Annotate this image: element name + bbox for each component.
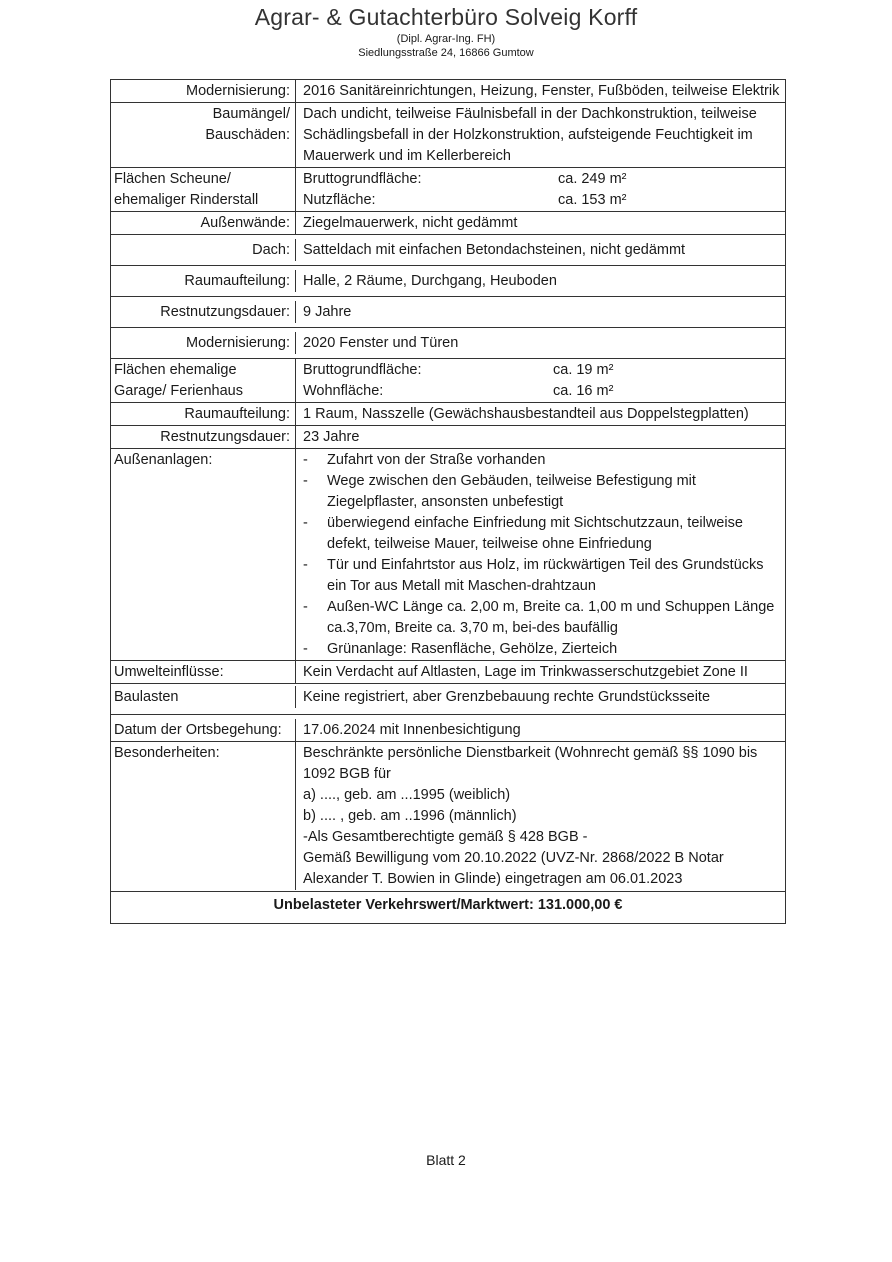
value-raumaufteilung: 1 Raum, Nasszelle (Gewächshausbestandteil aus Doppelstegplatten): [303, 406, 749, 422]
value-umwelt: Kein Verdacht auf Altlasten, Lage im Trinkwasserschutzgebiet Zone II: [303, 664, 748, 680]
value-aussenanlagen: [296, 449, 785, 660]
row-baulasten: [111, 684, 785, 715]
besonderheiten-line: -Als Gesamtberechtigte gemäß § 428 BGB -: [303, 829, 588, 845]
row-flaechen-scheune: [111, 168, 785, 212]
label-restnutzung: Restnutzungsdauer:: [111, 426, 296, 448]
label-modernisierung: Modernisierung:: [111, 80, 296, 102]
row-flaechen-garage: [111, 359, 785, 403]
value-baulasten: Keine registriert, aber Grenzbebauung rechte Grundstücksseite: [303, 689, 711, 705]
value-modernisierung: 2020 Fenster und Türen: [303, 335, 459, 351]
row-umwelt: [111, 661, 785, 684]
row-dach: [111, 235, 785, 266]
label-restnutzung: Restnutzungsdauer:: [111, 301, 296, 323]
besonderheiten-line: Beschränkte persönliche Dienstbarkeit (Wohnrecht gemäß §§ 1090 bis 1092 BGB für: [303, 745, 758, 782]
valuation-table: [110, 79, 786, 924]
list-item: - Grünanlage: Rasenfläche, Gehölze, Zierteich: [301, 639, 780, 660]
area-key: Bruttogrundfläche:: [303, 362, 422, 378]
total-value: Unbelasteter Verkehrswert/Marktwert: 131.000,00 €: [273, 897, 623, 913]
area-value: ca. 16 m²: [553, 383, 614, 399]
label-raumaufteilung: Raumaufteilung:: [111, 270, 296, 292]
list-item: - überwiegend einfache Einfriedung mit Sichtschutzzaun, teilweise defekt, teilweise Mauer, teilweise ohne Einfriedung: [301, 513, 780, 555]
label-aussenwaende: Außenwände:: [111, 212, 296, 234]
row-aussenanlagen: [111, 449, 785, 661]
label-modernisierung: Modernisierung:: [111, 332, 296, 354]
label-flaechen-garage: Flächen ehemalige Garage/ Ferienhaus: [111, 359, 296, 402]
row-restnutzung-2: [111, 426, 785, 449]
value-besonderheiten: [296, 742, 785, 890]
value-flaechen-scheune: [296, 168, 785, 211]
row-modernisierung-2: [111, 328, 785, 359]
value-modernisierung: 2016 Sanitäreinrichtungen, Heizung, Fenster, Fußböden, teilweise Elektrik: [303, 83, 780, 99]
row-restnutzung-1: [111, 297, 785, 328]
label-umwelt: Umwelteinflüsse:: [111, 661, 296, 683]
label-baumaengel: Baumängel/ Bauschäden:: [111, 103, 296, 167]
value-raumaufteilung: Halle, 2 Räume, Durchgang, Heuboden: [303, 273, 557, 289]
row-aussenwaende: [111, 212, 785, 235]
list-item: - Tür und Einfahrtstor aus Holz, im rückwärtigen Teil des Grundstücks ein Tor aus Metall mit Maschen-drahtzaun: [301, 555, 780, 597]
firm-title: (Dipl. Agrar-Ing. FH): [396, 33, 496, 45]
row-besonderheiten: [111, 742, 785, 892]
label-dach: Dach:: [111, 239, 296, 261]
label-datum: Datum der Ortsbegehung:: [111, 719, 296, 741]
value-restnutzung: 23 Jahre: [303, 429, 360, 445]
letterhead: [0, 0, 892, 59]
area-key: Wohnfläche:: [303, 383, 384, 399]
area-value: ca. 153 m²: [558, 192, 627, 208]
label-besonderheiten: Besonderheiten:: [111, 742, 296, 890]
area-key: Nutzfläche:: [303, 192, 376, 208]
firm-name: Agrar- & Gutachterbüro Solveig Korff: [254, 4, 638, 30]
besonderheiten-line: Gemäß Bewilligung vom 20.10.2022 (UVZ-Nr. 2868/2022 B Notar Alexander T. Bowien in Glinde) eingetragen am 06.01.2023: [303, 850, 724, 887]
row-baumaengel: [111, 103, 785, 168]
label-flaechen-scheune: Flächen Scheune/ ehemaliger Rinderstall: [111, 168, 296, 211]
label-aussenanlagen: Außenanlagen:: [111, 449, 296, 660]
row-total: [111, 892, 785, 923]
value-baumaengel: Dach undicht, teilweise Fäulnisbefall in der Dachkonstruktion, teilweise Schädlingsbefall in der Holzkonstruktion, aufsteigende Feuchtigkeit im Mauerwerk und im Kellerbereich: [303, 106, 757, 164]
besonderheiten-line: b) .... , geb. am ..1996 (männlich): [303, 808, 517, 824]
label-raumaufteilung: Raumaufteilung:: [111, 403, 296, 425]
row-raumaufteilung-2: [111, 403, 785, 426]
aussenanlagen-list: [301, 450, 780, 660]
area-value: ca. 249 m²: [558, 171, 627, 187]
value-dach: Satteldach mit einfachen Betondachsteinen, nicht gedämmt: [303, 242, 686, 258]
value-datum: 17.06.2024 mit Innenbesichtigung: [303, 722, 521, 738]
besonderheiten-line: a) ...., geb. am ...1995 (weiblich): [303, 787, 511, 803]
list-item: - Zufahrt von der Straße vorhanden: [301, 450, 780, 471]
row-modernisierung-1: [111, 80, 785, 103]
list-item: - Außen-WC Länge ca. 2,00 m, Breite ca. 1,00 m und Schuppen Länge ca.3,70m, Breite ca. 3,70 m, bei-des baufällig: [301, 597, 780, 639]
row-raumaufteilung-1: [111, 266, 785, 297]
label-baulasten: Baulasten: [111, 686, 296, 708]
value-flaechen-garage: [296, 359, 785, 402]
page-number: Blatt 2: [426, 1152, 466, 1168]
list-item: - Wege zwischen den Gebäuden, teilweise Befestigung mit Ziegelpflaster, ansonsten unbefestigt: [301, 471, 780, 513]
firm-address: Siedlungsstraße 24, 16866 Gumtow: [358, 47, 534, 59]
row-datum: [111, 715, 785, 742]
area-value: ca. 19 m²: [553, 362, 614, 378]
value-restnutzung: 9 Jahre: [303, 304, 352, 320]
area-key: Bruttogrundfläche:: [303, 171, 422, 187]
value-aussenwaende: Ziegelmauerwerk, nicht gedämmt: [303, 215, 518, 231]
